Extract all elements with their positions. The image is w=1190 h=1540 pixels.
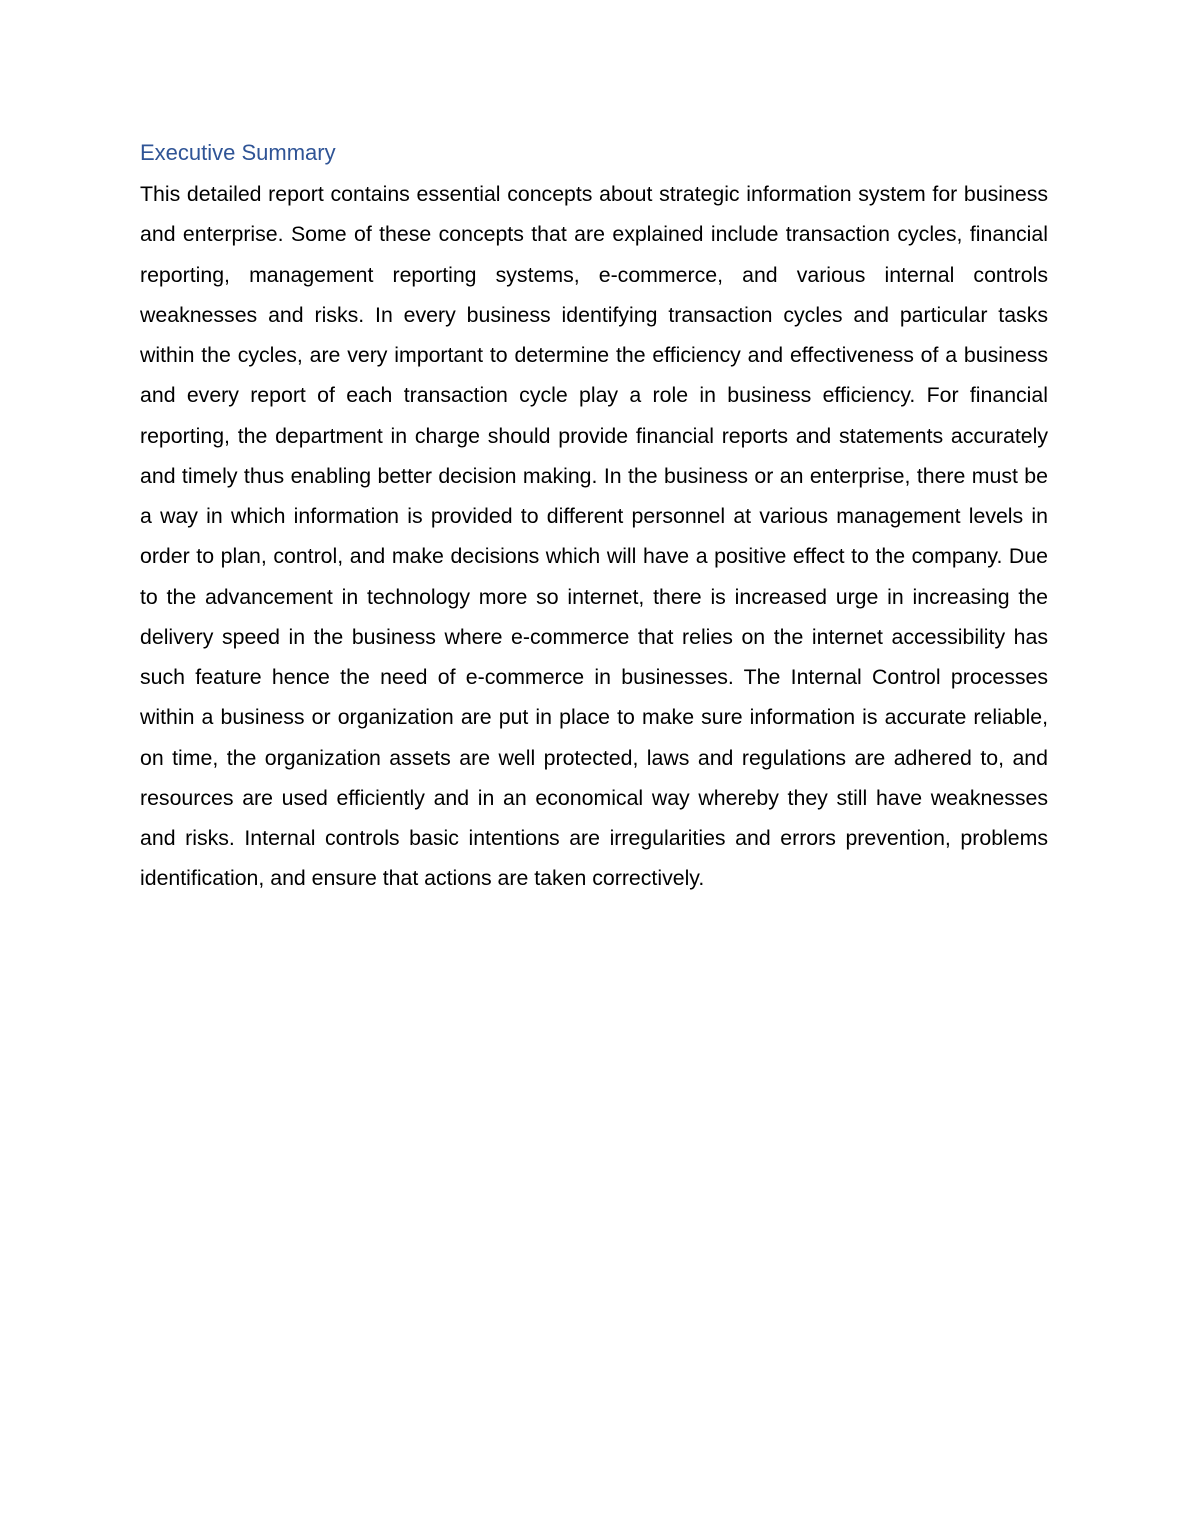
summary-paragraph: This detailed report contains essential concepts about strategic information system for business and enterprise. Some of these concepts that are explained include transaction cycles, financial reporting, management reporting systems, e-commerce, and various internal controls weaknesses and risks. In every business identifying transaction cycles and particular tasks within the cycles, are very important to determine the efficiency and effectiveness of a business and every report of each transaction cycle play a role in business efficiency. For financial reporting, the department in charge should provide financial reports and statements accurately and timely thus enabling better decision making. In the business or an enterprise, there must be a way in which information is provided to different personnel at various management levels in order to plan, control, and make decisions which will have a positive effect to the company. Due to the advancement in technology more so internet, there is increased urge in increasing the delivery speed in the business where e-commerce that relies on the internet accessibility has such feature hence the need of e-commerce in businesses. The Internal Control processes within a business or organization are put in place to make sure information is accurate reliable, on time, the organization assets are well protected, laws and regulations are adhered to, and resources are used efficiently and in an economical way whereby they still have weaknesses and risks. Internal controls basic intentions are irregularities and errors prevention, problems identification, and ensure that actions are taken correctively. [140,182,1048,891]
section-heading: Executive Summary [140,140,336,165]
